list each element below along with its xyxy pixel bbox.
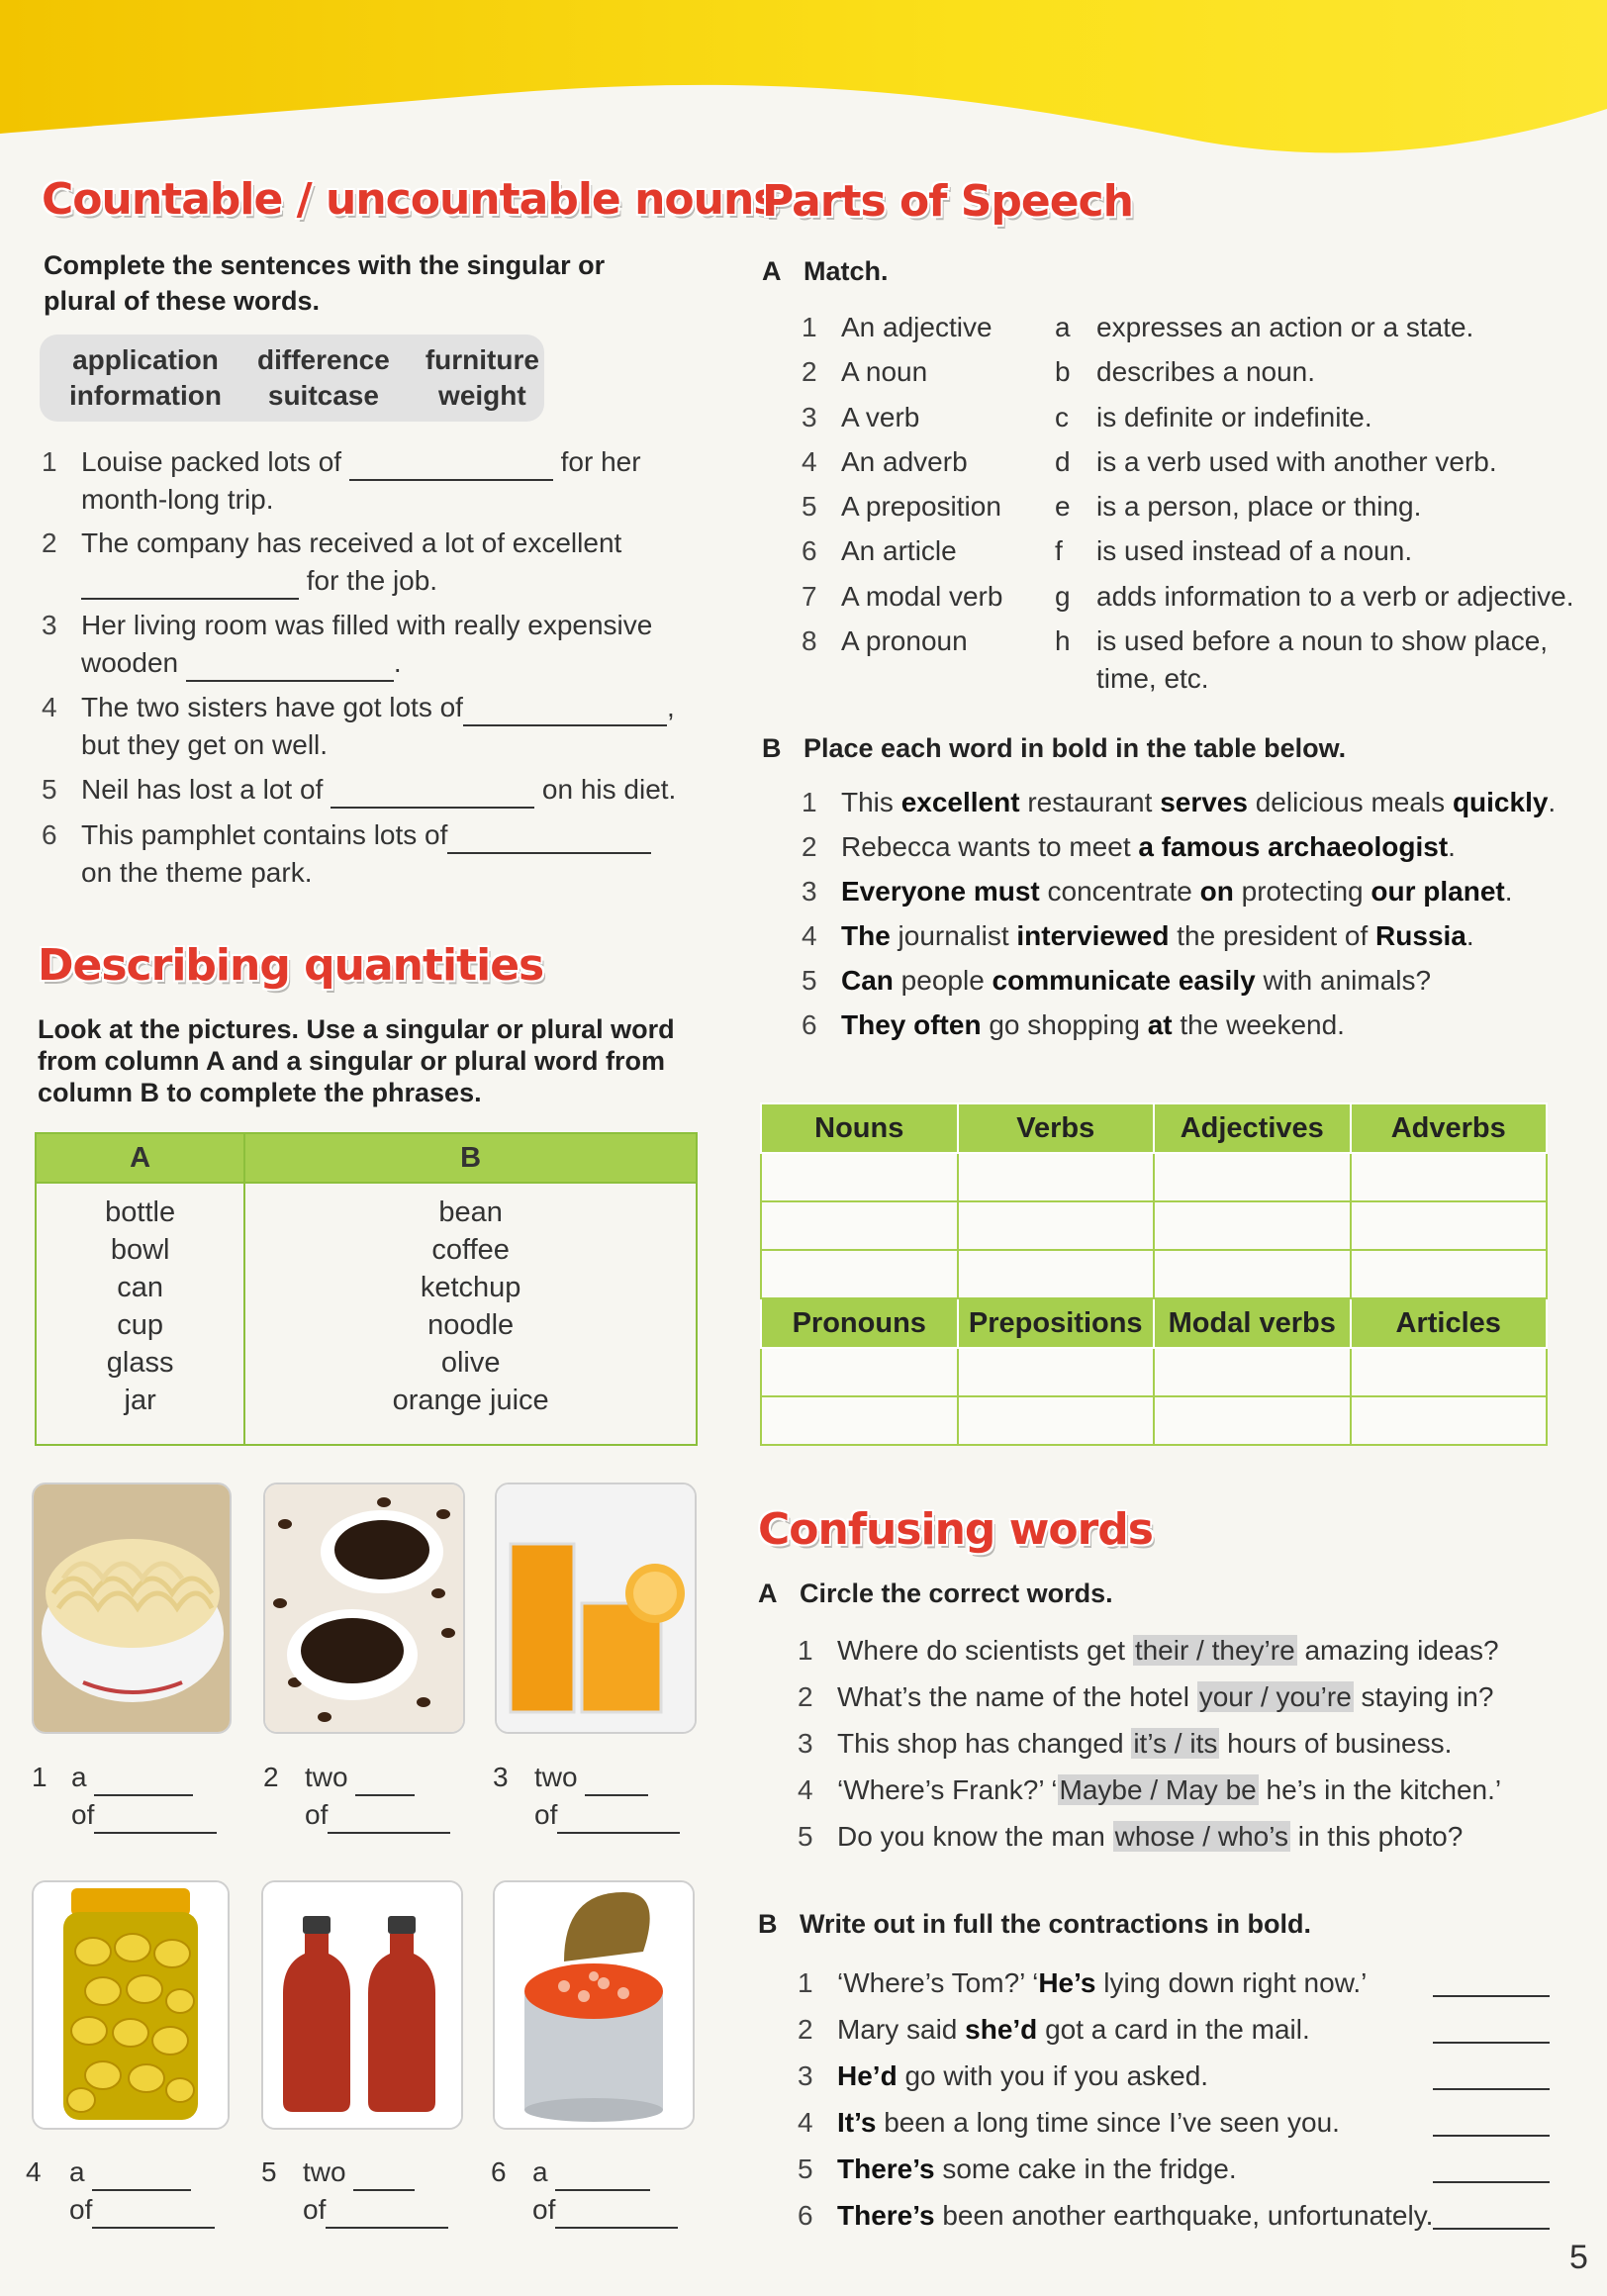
word: suitcase bbox=[267, 380, 379, 411]
col-b-cell bbox=[244, 1183, 697, 1445]
answer-blank[interactable] bbox=[355, 1767, 415, 1796]
ketchup-bottles-photo bbox=[261, 1880, 463, 2130]
confusing-b-instruction: B Write out in full the contractions in bold. bbox=[758, 1909, 1311, 1939]
countable-item-4: 4 The two sisters have got lots of , but they get on well. bbox=[42, 692, 675, 760]
countable-item-6: 6 This pamphlet contains lots of on the theme park. bbox=[42, 816, 695, 892]
table-cell[interactable] bbox=[761, 1250, 958, 1298]
bold-word: our planet bbox=[1371, 876, 1505, 907]
speech-title: Parts of Speech bbox=[762, 176, 1133, 227]
circle-word-item: 3 This shop has changed it’s / its hours of business. bbox=[798, 1728, 1453, 1759]
bold-word: serves bbox=[1160, 787, 1248, 817]
bold-sentence: 3 Everyone must concentrate on protecting our planet. bbox=[802, 869, 1593, 913]
orange-juice-glasses-photo bbox=[495, 1483, 697, 1734]
answer-blank[interactable] bbox=[1433, 2014, 1550, 2044]
answer-blank[interactable] bbox=[331, 779, 534, 809]
bold-sentence: 6 They often go shopping at the weekend. bbox=[802, 1003, 1593, 1047]
col-a-word: cup bbox=[117, 1309, 164, 1341]
countable-title: Countable / uncountable nouns bbox=[42, 174, 779, 225]
match-right-item: f is used instead of a noun. bbox=[1055, 535, 1413, 567]
table-cell[interactable] bbox=[958, 1348, 1155, 1396]
match-left-item: 2 A noun bbox=[802, 356, 928, 388]
answer-blank[interactable] bbox=[1433, 2200, 1550, 2230]
sentence-number: 4 bbox=[802, 920, 817, 951]
contraction-word: she’d bbox=[965, 2014, 1038, 2045]
table-cell[interactable] bbox=[1154, 1396, 1351, 1445]
match-left-item: 4 An adverb bbox=[802, 445, 968, 477]
word-choice[interactable]: whose / who’s bbox=[1114, 1821, 1288, 1852]
answer-blank[interactable] bbox=[81, 570, 299, 600]
confusing-title: Confusing words bbox=[758, 1504, 1153, 1555]
match-right-item: e is a person, place or thing. bbox=[1055, 491, 1422, 523]
match-left-item: 7 A modal verb bbox=[802, 580, 1003, 612]
page-number: 5 bbox=[1569, 2239, 1588, 2276]
col-b-word: noodle bbox=[427, 1309, 515, 1341]
col-a-word: jar bbox=[124, 1385, 156, 1416]
col-b-header: B bbox=[244, 1133, 697, 1183]
circle-word-item: 4 ‘Where’s Frank?’ ‘Maybe / May be he’s in the kitchen.’ bbox=[798, 1774, 1502, 1805]
noodle-bowl-photo bbox=[32, 1483, 232, 1734]
parts-of-speech-table bbox=[760, 1102, 1548, 1446]
table-cell[interactable] bbox=[1154, 1250, 1351, 1298]
table-header: Pronouns bbox=[761, 1298, 958, 1348]
circle-words-list bbox=[798, 1627, 1589, 1860]
bold-word: Russia bbox=[1375, 920, 1466, 951]
match-right-item: b describes a noun. bbox=[1055, 356, 1316, 388]
table-header: Verbs bbox=[958, 1103, 1155, 1153]
olive-jar-photo bbox=[32, 1880, 230, 2130]
bold-word: at bbox=[1147, 1009, 1173, 1040]
word-choice[interactable]: your / you’re bbox=[1198, 1681, 1352, 1712]
answer-blank[interactable] bbox=[326, 2199, 448, 2229]
match-right-item: c is definite or indefinite. bbox=[1055, 401, 1372, 432]
quantity-answer-4: 4 a of bbox=[26, 2153, 243, 2229]
bold-word: famous archaeologist bbox=[1161, 831, 1449, 862]
bold-sentence: 4 The journalist interviewed the president of Russia. bbox=[802, 913, 1593, 958]
table-cell[interactable] bbox=[1351, 1348, 1548, 1396]
table-header: Adverbs bbox=[1351, 1103, 1548, 1153]
col-b-word: orange juice bbox=[392, 1385, 549, 1416]
word-box bbox=[40, 335, 544, 422]
col-a-header: A bbox=[36, 1133, 244, 1183]
match-left-item: 1 An adjective bbox=[802, 312, 993, 342]
speech-a-instruction: A Match. bbox=[762, 256, 889, 286]
table-cell[interactable] bbox=[1154, 1348, 1351, 1396]
table-header: Prepositions bbox=[958, 1298, 1155, 1348]
match-left-item: 8 A pronoun bbox=[802, 625, 968, 657]
header-wave bbox=[0, 0, 1607, 198]
table-cell[interactable] bbox=[1154, 1153, 1351, 1201]
bold-word: communicate easily bbox=[992, 965, 1256, 996]
sentence-number: 5 bbox=[802, 965, 817, 996]
countable-item-3: 3 Her living room was filled with really expensive wooden . bbox=[42, 607, 695, 682]
table-header: Modal verbs bbox=[1154, 1298, 1351, 1348]
bold-sentence: 5 Can people communicate easily with animals? bbox=[802, 958, 1593, 1003]
quantities-table bbox=[35, 1132, 698, 1446]
countable-item-5: 5 Neil has lost a lot of on his diet. bbox=[42, 771, 695, 809]
col-b-word: coffee bbox=[431, 1234, 510, 1266]
bold-sentence: 2 Rebecca wants to meet a famous archaeologist. bbox=[802, 824, 1593, 869]
contraction-word: There’s bbox=[837, 2153, 935, 2184]
table-cell[interactable] bbox=[958, 1250, 1155, 1298]
coffee-cups-photo bbox=[263, 1483, 465, 1734]
col-b-word: bean bbox=[438, 1196, 503, 1228]
bean-can-photo bbox=[493, 1880, 695, 2130]
contraction-word: He’s bbox=[1038, 1967, 1096, 1998]
answer-blank[interactable] bbox=[555, 2161, 650, 2191]
quantity-answer-6: 6 a of bbox=[491, 2153, 709, 2229]
contraction-item: 5 There’s some cake in the fridge. bbox=[798, 2146, 1550, 2192]
contraction-word: There’s bbox=[837, 2200, 935, 2231]
table-cell[interactable] bbox=[1351, 1250, 1548, 1298]
table-cell[interactable] bbox=[958, 1201, 1155, 1250]
quantity-answer-1: 1 a of bbox=[32, 1759, 249, 1834]
table-header: Adjectives bbox=[1154, 1103, 1351, 1153]
answer-blank[interactable] bbox=[585, 1767, 648, 1796]
table-cell[interactable] bbox=[958, 1396, 1155, 1445]
countable-item-2: 2 The company has received a lot of excellent for the job. bbox=[42, 525, 695, 600]
word-choice[interactable]: it’s / its bbox=[1133, 1728, 1218, 1759]
table-cell[interactable] bbox=[761, 1348, 958, 1396]
answer-blank[interactable] bbox=[353, 2161, 415, 2191]
word-choice[interactable]: Maybe / May be bbox=[1059, 1774, 1257, 1805]
col-a-word: glass bbox=[106, 1347, 174, 1379]
answer-blank[interactable] bbox=[1433, 2153, 1550, 2183]
answer-blank[interactable] bbox=[92, 2161, 191, 2191]
quantities-instruction: Look at the pictures. Use a singular or plural word from column A and a singular or plural word from column B to complete the phrases. bbox=[38, 1014, 675, 1107]
circle-word-item: 2 What’s the name of the hotel your / you’re staying in? bbox=[798, 1681, 1494, 1712]
word: weight bbox=[438, 380, 526, 411]
bold-word: a bbox=[1138, 831, 1154, 862]
match-right-item: a expresses an action or a state. bbox=[1055, 312, 1474, 342]
contraction-item: 1 ‘Where’s Tom?’ ‘He’s lying down right now.’ bbox=[798, 1960, 1550, 2006]
col-a-word: bowl bbox=[110, 1234, 170, 1266]
word: furniture bbox=[425, 344, 539, 375]
col-a-cell bbox=[36, 1183, 244, 1445]
speech-b-instruction: B Place each word in bold in the table below. bbox=[762, 733, 1347, 763]
match-right-list bbox=[1055, 305, 1589, 698]
col-b-word: ketchup bbox=[420, 1272, 521, 1303]
quantities-title: Describing quantities bbox=[38, 940, 544, 991]
confusing-a-instruction: A Circle the correct words. bbox=[758, 1578, 1113, 1608]
word: information bbox=[69, 380, 222, 411]
table-cell[interactable] bbox=[1154, 1201, 1351, 1250]
bold-word: interviewed bbox=[1016, 920, 1170, 951]
bold-sentence: 1 This excellent restaurant serves delicious meals quickly. bbox=[802, 780, 1593, 824]
sentence-number: 2 bbox=[802, 831, 817, 862]
contraction-item: 3 He’d go with you if you asked. bbox=[798, 2053, 1550, 2099]
table-cell[interactable] bbox=[1351, 1201, 1548, 1250]
table-cell[interactable] bbox=[761, 1396, 958, 1445]
table-cell[interactable] bbox=[958, 1153, 1155, 1201]
answer-blank[interactable] bbox=[186, 652, 394, 682]
bold-word: excellent bbox=[900, 787, 1020, 817]
contractions-list bbox=[798, 1960, 1550, 2239]
answer-blank[interactable] bbox=[447, 824, 651, 854]
answer-blank[interactable] bbox=[557, 1804, 680, 1834]
answer-blank[interactable] bbox=[1433, 1967, 1550, 1997]
bold-word: They often bbox=[841, 1009, 982, 1040]
answer-blank[interactable] bbox=[463, 697, 667, 726]
bold-word: The bbox=[841, 920, 891, 951]
answer-blank[interactable] bbox=[94, 1804, 217, 1834]
contraction-item: 4 It’s been a long time since I’ve seen you. bbox=[798, 2099, 1550, 2146]
circle-word-item: 1 Where do scientists get their / they’re amazing ideas? bbox=[798, 1635, 1499, 1666]
answer-blank[interactable] bbox=[1433, 2107, 1550, 2137]
match-right-item: g adds information to a verb or adjective. bbox=[1055, 580, 1574, 612]
match-left-item: 3 A verb bbox=[802, 401, 920, 432]
match-left-list bbox=[802, 305, 1029, 663]
countable-item-1: 1 Louise packed lots of for her month-long trip. bbox=[42, 446, 641, 515]
bold-word: Everyone must bbox=[841, 876, 1040, 907]
bold-word: Can bbox=[841, 965, 894, 996]
quantity-answer-5: 5 two of bbox=[261, 2153, 479, 2229]
match-left-item: 6 An article bbox=[802, 535, 957, 567]
sentence-number: 3 bbox=[802, 876, 817, 907]
contraction-item: 6 There’s been another earthquake, unfortunately. bbox=[798, 2192, 1550, 2239]
quantity-answer-3: 3 two of bbox=[493, 1759, 710, 1834]
word: application bbox=[72, 344, 219, 375]
table-header: Nouns bbox=[761, 1103, 958, 1153]
match-left-item: 5 A preposition bbox=[802, 491, 1001, 523]
table-cell[interactable] bbox=[1351, 1153, 1548, 1201]
countable-instruction: Complete the sentences with the singular or plural of these words. bbox=[44, 250, 606, 316]
answer-blank[interactable] bbox=[349, 451, 553, 481]
col-b-word: olive bbox=[440, 1347, 501, 1379]
word-choice[interactable]: their / they’re bbox=[1134, 1635, 1295, 1666]
answer-blank[interactable] bbox=[328, 1804, 450, 1834]
table-cell[interactable] bbox=[1351, 1396, 1548, 1445]
bold-sentences-list bbox=[802, 780, 1593, 1047]
word: difference bbox=[257, 344, 390, 375]
circle-word-item: 5 Do you know the man whose / who’s in this photo? bbox=[798, 1821, 1464, 1852]
table-cell[interactable] bbox=[761, 1201, 958, 1250]
answer-blank[interactable] bbox=[1433, 2060, 1550, 2090]
answer-blank[interactable] bbox=[555, 2199, 678, 2229]
quantity-answer-2: 2 two of bbox=[263, 1759, 481, 1834]
match-right-item: d is a verb used with another verb. bbox=[1055, 445, 1497, 477]
contraction-item: 2 Mary said she’d got a card in the mail. bbox=[798, 2006, 1550, 2053]
answer-blank[interactable] bbox=[92, 2199, 215, 2229]
match-right-item: h is used before a noun to show place, time, etc. bbox=[1055, 625, 1549, 695]
bold-word: quickly bbox=[1452, 787, 1549, 817]
col-a-word: bottle bbox=[105, 1196, 176, 1228]
sentence-number: 1 bbox=[802, 787, 817, 817]
contraction-word: It’s bbox=[837, 2107, 877, 2138]
col-a-word: can bbox=[117, 1272, 164, 1303]
answer-blank[interactable] bbox=[94, 1767, 193, 1796]
table-header: Articles bbox=[1351, 1298, 1548, 1348]
table-cell[interactable] bbox=[761, 1153, 958, 1201]
sentence-number: 6 bbox=[802, 1009, 817, 1040]
bold-word: on bbox=[1199, 876, 1234, 907]
contraction-word: He’d bbox=[837, 2060, 898, 2091]
